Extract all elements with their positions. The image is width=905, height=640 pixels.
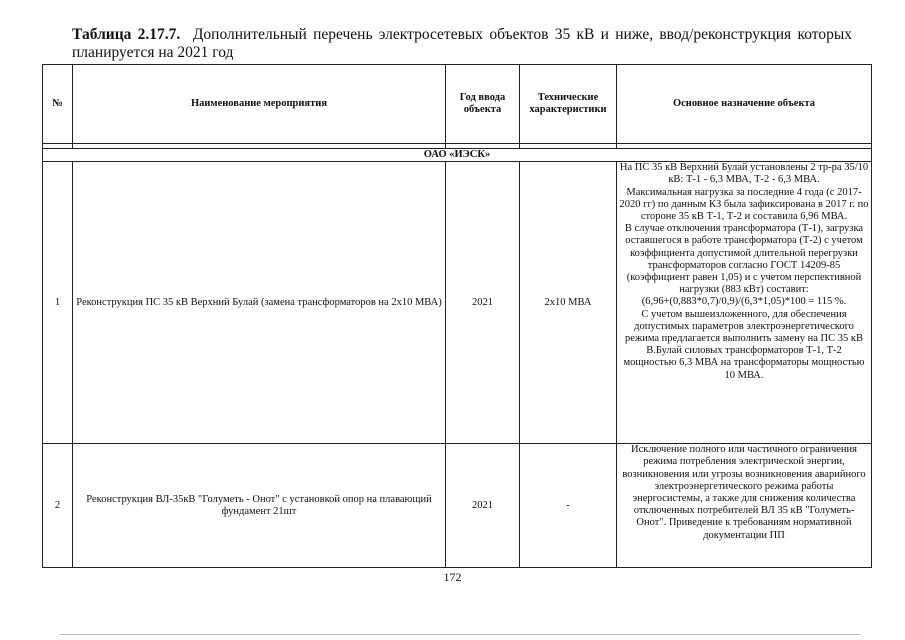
row-num: 2 <box>43 444 73 568</box>
header-num: № <box>43 65 73 144</box>
purpose-paragraph: В случае отключения трансформатора (Т-1), загрузка оставшегося в работе трансформатора (Т-2) с учетом коэффициента допустимой длительной перегрузки трансформаторов согласно ГОСТ 14209-85 (коэффициент равен 1,05) и с учетом перспективной нагрузки (883 кВт) составит: <box>624 223 864 296</box>
table-header-row <box>43 65 872 144</box>
page-number: 172 <box>443 570 462 584</box>
table-row <box>43 444 872 568</box>
header-year: Год ввода объекта <box>446 65 520 144</box>
caption-label: Таблица 2.17.7. <box>72 26 181 43</box>
header-tech: Технические характеристики <box>520 65 617 144</box>
row-purpose <box>617 444 872 568</box>
row-year: 2021 <box>446 162 520 444</box>
purpose-paragraph: Максимальная нагрузка за последние 4 года (с 2017-2020 гг) по данным КЗ была зафиксирована в 2017 г. по стороне 35 кВ Т-1, Т-2 и составила 6,96 МВА. <box>619 186 869 223</box>
objects-table <box>42 64 872 568</box>
caption-text: Дополнительный перечень электросетевых объектов 35 кВ и ниже, ввод/реконструкция которых планируется на 2021 год <box>72 26 852 61</box>
header-name: Наименование мероприятия <box>73 65 446 144</box>
row-year: 2021 <box>446 444 520 568</box>
table-row <box>43 162 872 444</box>
row-tech: - <box>520 444 617 568</box>
org-name: ОАО «ИЭСК» <box>43 149 872 162</box>
row-name: Реконструкция ВЛ-35кВ "Голуметь - Онот" с установкой опор на плавающий фундамент 21шт <box>73 444 446 568</box>
purpose-paragraph: Исключение полного или частичного ограничения режима потребления электрической энергии, возникновения или угрозы возникновения аварийного электроэнергетического режима работы энергосистемы, а также для снижения количества отключенных потребителей ВЛ 35 кВ "Голуметь-Онот". Приведение к требованиям нормативной документации ПП <box>622 444 866 541</box>
header-purpose: Основное назначение объекта <box>617 65 872 144</box>
row-purpose <box>617 162 872 444</box>
org-row <box>43 149 872 162</box>
row-tech: 2х10 МВА <box>520 162 617 444</box>
purpose-formula: (6,96+(0,883*0,7)/0,9)/(6,3*1,05)*100 = 115 %. <box>641 296 847 308</box>
table-caption <box>72 26 852 62</box>
row-num: 1 <box>43 162 73 444</box>
purpose-paragraph: С учетом вышеизложенного, для обеспечения допустимых параметров электроэнергетического режима предлагается выполнить замену на ПС 35 кВ В.Булай силовых трансформаторов Т-1, Т-2 мощностью 6,3 МВА на трансформаторы мощностью 10 МВА. <box>623 308 865 381</box>
purpose-paragraph: На ПС 35 кВ Верхний Булай установлены 2 тр-ра 35/10 кВ: Т-1 - 6,3 МВА, Т-2 - 6,3 МВА. <box>619 162 869 186</box>
row-name: Реконструкция ПС 35 кВ Верхний Булай (замена трансформаторов на 2х10 МВА) <box>73 162 446 444</box>
bottom-divider <box>60 634 860 635</box>
